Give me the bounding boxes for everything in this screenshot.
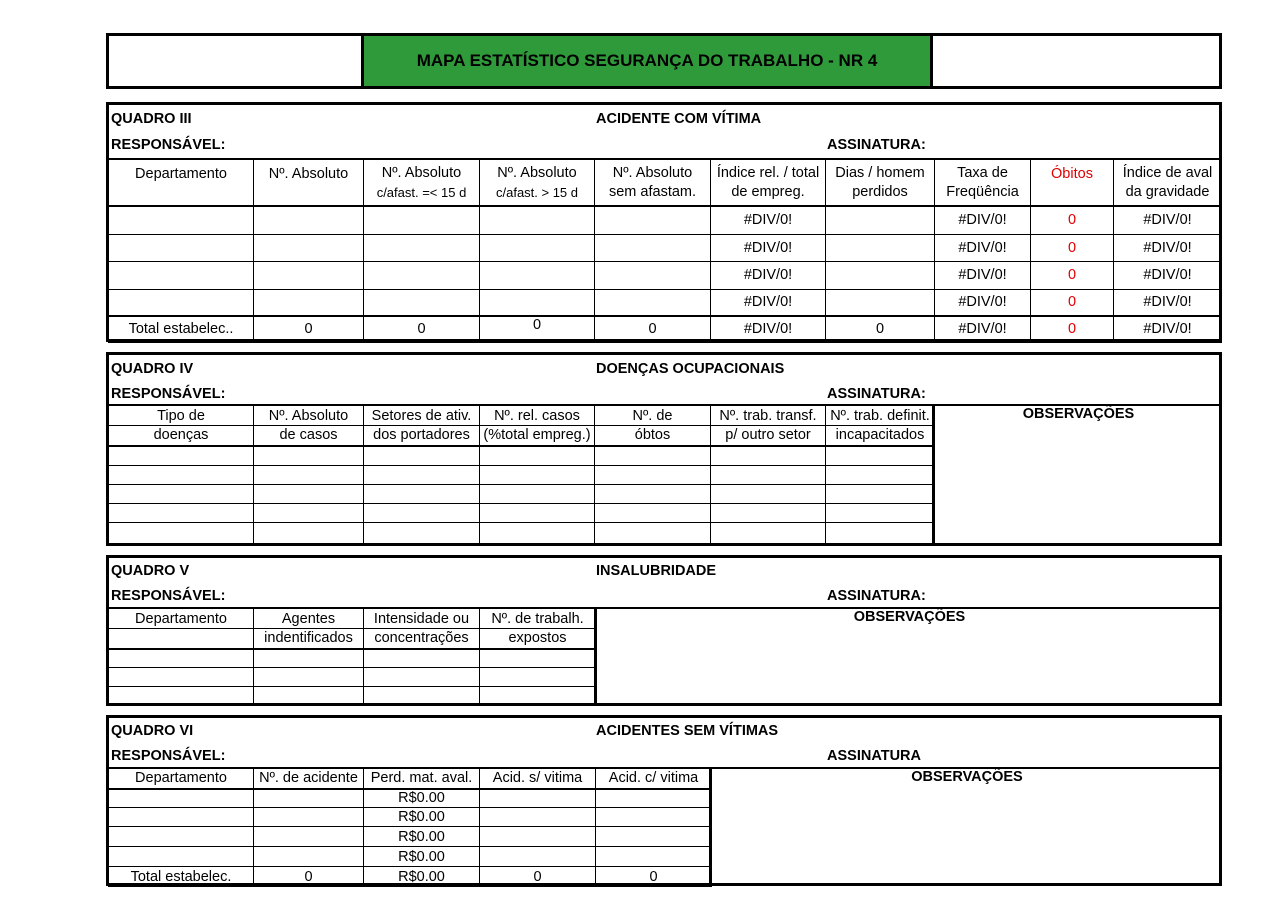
quadro-v-table: Departamento Agentes Intensidade ou Nº. de trabalh. indentificados concentrações expostos (108, 608, 596, 706)
q6-col-departamento: Departamento (109, 769, 254, 789)
table-row (109, 485, 935, 504)
title-bar (106, 33, 1222, 89)
quadro-vi-responsavel: RESPONSÁVEL: (111, 748, 226, 764)
quadro-vi-assinatura: ASSINATURA (827, 748, 921, 764)
quadro-v-code: QUADRO V (111, 563, 190, 579)
quadro-iii-code: QUADRO III (111, 111, 192, 127)
q5-col-agentes: Agentes (254, 609, 364, 629)
table-row (109, 668, 596, 687)
quadro-v-observacoes: OBSERVAÇÕES (853, 609, 966, 625)
page-title: MAPA ESTATÍSTICO SEGURANÇA DO TRABALHO - NR 4 (361, 36, 933, 86)
cell-div0: #DIV/0! (935, 206, 1031, 234)
cell-div0: #DIV/0! (711, 234, 826, 261)
q5-col-expostos: Nº. de trabalh. (480, 609, 596, 629)
cell-div0: #DIV/0! (935, 261, 1031, 289)
cell-obitos: 0 (1031, 206, 1114, 234)
table-row (109, 289, 1222, 316)
quadro-v-assinatura: ASSINATURA: (827, 588, 926, 604)
quadro-v-responsavel: RESPONSÁVEL: (111, 588, 226, 604)
q5-col-intensidade: Intensidade ou (364, 609, 480, 629)
quadro-iv-assinatura: ASSINATURA: (827, 386, 926, 402)
table-row (109, 261, 1222, 289)
total-row: Total estabelec. 0 R$0.00 0 0 (109, 867, 712, 887)
q3-col-abs-gt15: Nº. Absoluto c/afast. > 15 d (480, 159, 595, 206)
table-row (109, 827, 712, 847)
table-row (109, 504, 935, 523)
table-row (109, 789, 712, 808)
cell-obitos: 0 (1031, 234, 1114, 261)
quadro-iii-header-row (109, 159, 1222, 206)
quadro-iii-title: ACIDENTE COM VÍTIMA (596, 111, 762, 127)
table-row (109, 234, 1222, 261)
cell-div0: #DIV/0! (711, 261, 826, 289)
total-label: Total estabelec.. (109, 316, 254, 342)
quadro-v-title: INSALUBRIDADE (596, 563, 717, 579)
quadro-vi-title: ACIDENTES SEM VÍTIMAS (596, 723, 779, 739)
q3-col-abs: Nº. Absoluto (254, 159, 364, 206)
quadro-iv (106, 352, 1222, 546)
q4-col-incap: Nº. trab. definit. (826, 406, 935, 426)
quadro-vi-code: QUADRO VI (111, 723, 194, 739)
q6-col-com-vitima: Acid. c/ vitima (596, 769, 712, 789)
cell-div0: #DIV/0! (1114, 289, 1222, 316)
q6-col-perd: Perd. mat. aval. (364, 769, 480, 789)
quadro-iii-assinatura: ASSINATURA: (827, 137, 926, 153)
q4-col-tipo: Tipo de (109, 406, 254, 426)
q4-col-abs: Nº. Absoluto (254, 406, 364, 426)
q3-col-abs-sem: Nº. Absoluto sem afastam. (595, 159, 711, 206)
q3-col-departamento: Departamento (109, 159, 254, 206)
q5-col-departamento: Departamento (109, 609, 254, 629)
quadro-vi (106, 715, 1222, 886)
table-row (109, 808, 712, 827)
cell-obitos: 0 (1031, 261, 1114, 289)
cell-div0: #DIV/0! (935, 289, 1031, 316)
q3-col-indice-rel: Índice rel. / total de empreg. (711, 159, 826, 206)
q3-col-abs-le15: Nº. Absoluto c/afast. =< 15 d (364, 159, 480, 206)
quadro-iii (106, 102, 1222, 342)
cell-money: R$0.00 (364, 808, 480, 827)
cell-div0: #DIV/0! (711, 289, 826, 316)
q4-col-rel: Nº. rel. casos (480, 406, 595, 426)
q3-col-taxa: Taxa de Freqüência (935, 159, 1031, 206)
quadro-vi-observacoes: OBSERVAÇÕES (911, 769, 1023, 785)
quadro-iv-code: QUADRO IV (111, 361, 194, 377)
table-row (109, 206, 1222, 234)
table-row (109, 446, 935, 466)
q4-col-transf: Nº. trab. transf. (711, 406, 826, 426)
cell-div0: #DIV/0! (935, 234, 1031, 261)
q6-col-sem-vitima: Acid. s/ vitima (480, 769, 596, 789)
cell-money: R$0.00 (364, 827, 480, 847)
table-row (109, 687, 596, 706)
table-row (109, 523, 935, 546)
quadro-iii-table (108, 158, 1222, 343)
cell-money: R$0.00 (364, 789, 480, 808)
table-row (109, 847, 712, 867)
quadro-iv-title: DOENÇAS OCUPACIONAIS (596, 361, 785, 377)
quadro-v (106, 555, 1222, 706)
cell-div0: #DIV/0! (1114, 206, 1222, 234)
cell-obitos: 0 (1031, 289, 1114, 316)
q3-col-indice-grav: Índice de aval da gravidade (1114, 159, 1222, 206)
table-row (109, 649, 596, 668)
quadro-iii-responsavel: RESPONSÁVEL: (111, 137, 226, 153)
cell-div0: #DIV/0! (1114, 261, 1222, 289)
total-label: Total estabelec. (109, 867, 254, 887)
total-row: Total estabelec.. 0 0 0 0 #DIV/0! 0 #DIV/0! 0 #DIV/0! (109, 316, 1222, 342)
q4-col-setores: Setores de ativ. (364, 406, 480, 426)
q6-col-acidente: Nº. de acidente (254, 769, 364, 789)
cell-div0: #DIV/0! (711, 206, 826, 234)
cell-money: R$0.00 (364, 847, 480, 867)
quadro-iv-table: Tipo de Nº. Absoluto Setores de ativ. Nº. rel. casos Nº. de Nº. trab. transf. Nº. trab. definit. doenças de casos dos portadores (%total empreg.) óbtos p/ outro setor incapacitados (108, 405, 935, 546)
quadro-iv-responsavel: RESPONSÁVEL: (111, 386, 226, 402)
table-row (109, 466, 935, 485)
quadro-iv-observacoes: OBSERVAÇÕES (1022, 406, 1135, 422)
q3-col-obitos: Óbitos (1031, 159, 1114, 206)
q4-col-obtos: Nº. de (595, 406, 711, 426)
quadro-vi-table (108, 768, 712, 887)
cell-div0: #DIV/0! (1114, 234, 1222, 261)
q3-col-dias: Dias / homem perdidos (826, 159, 935, 206)
